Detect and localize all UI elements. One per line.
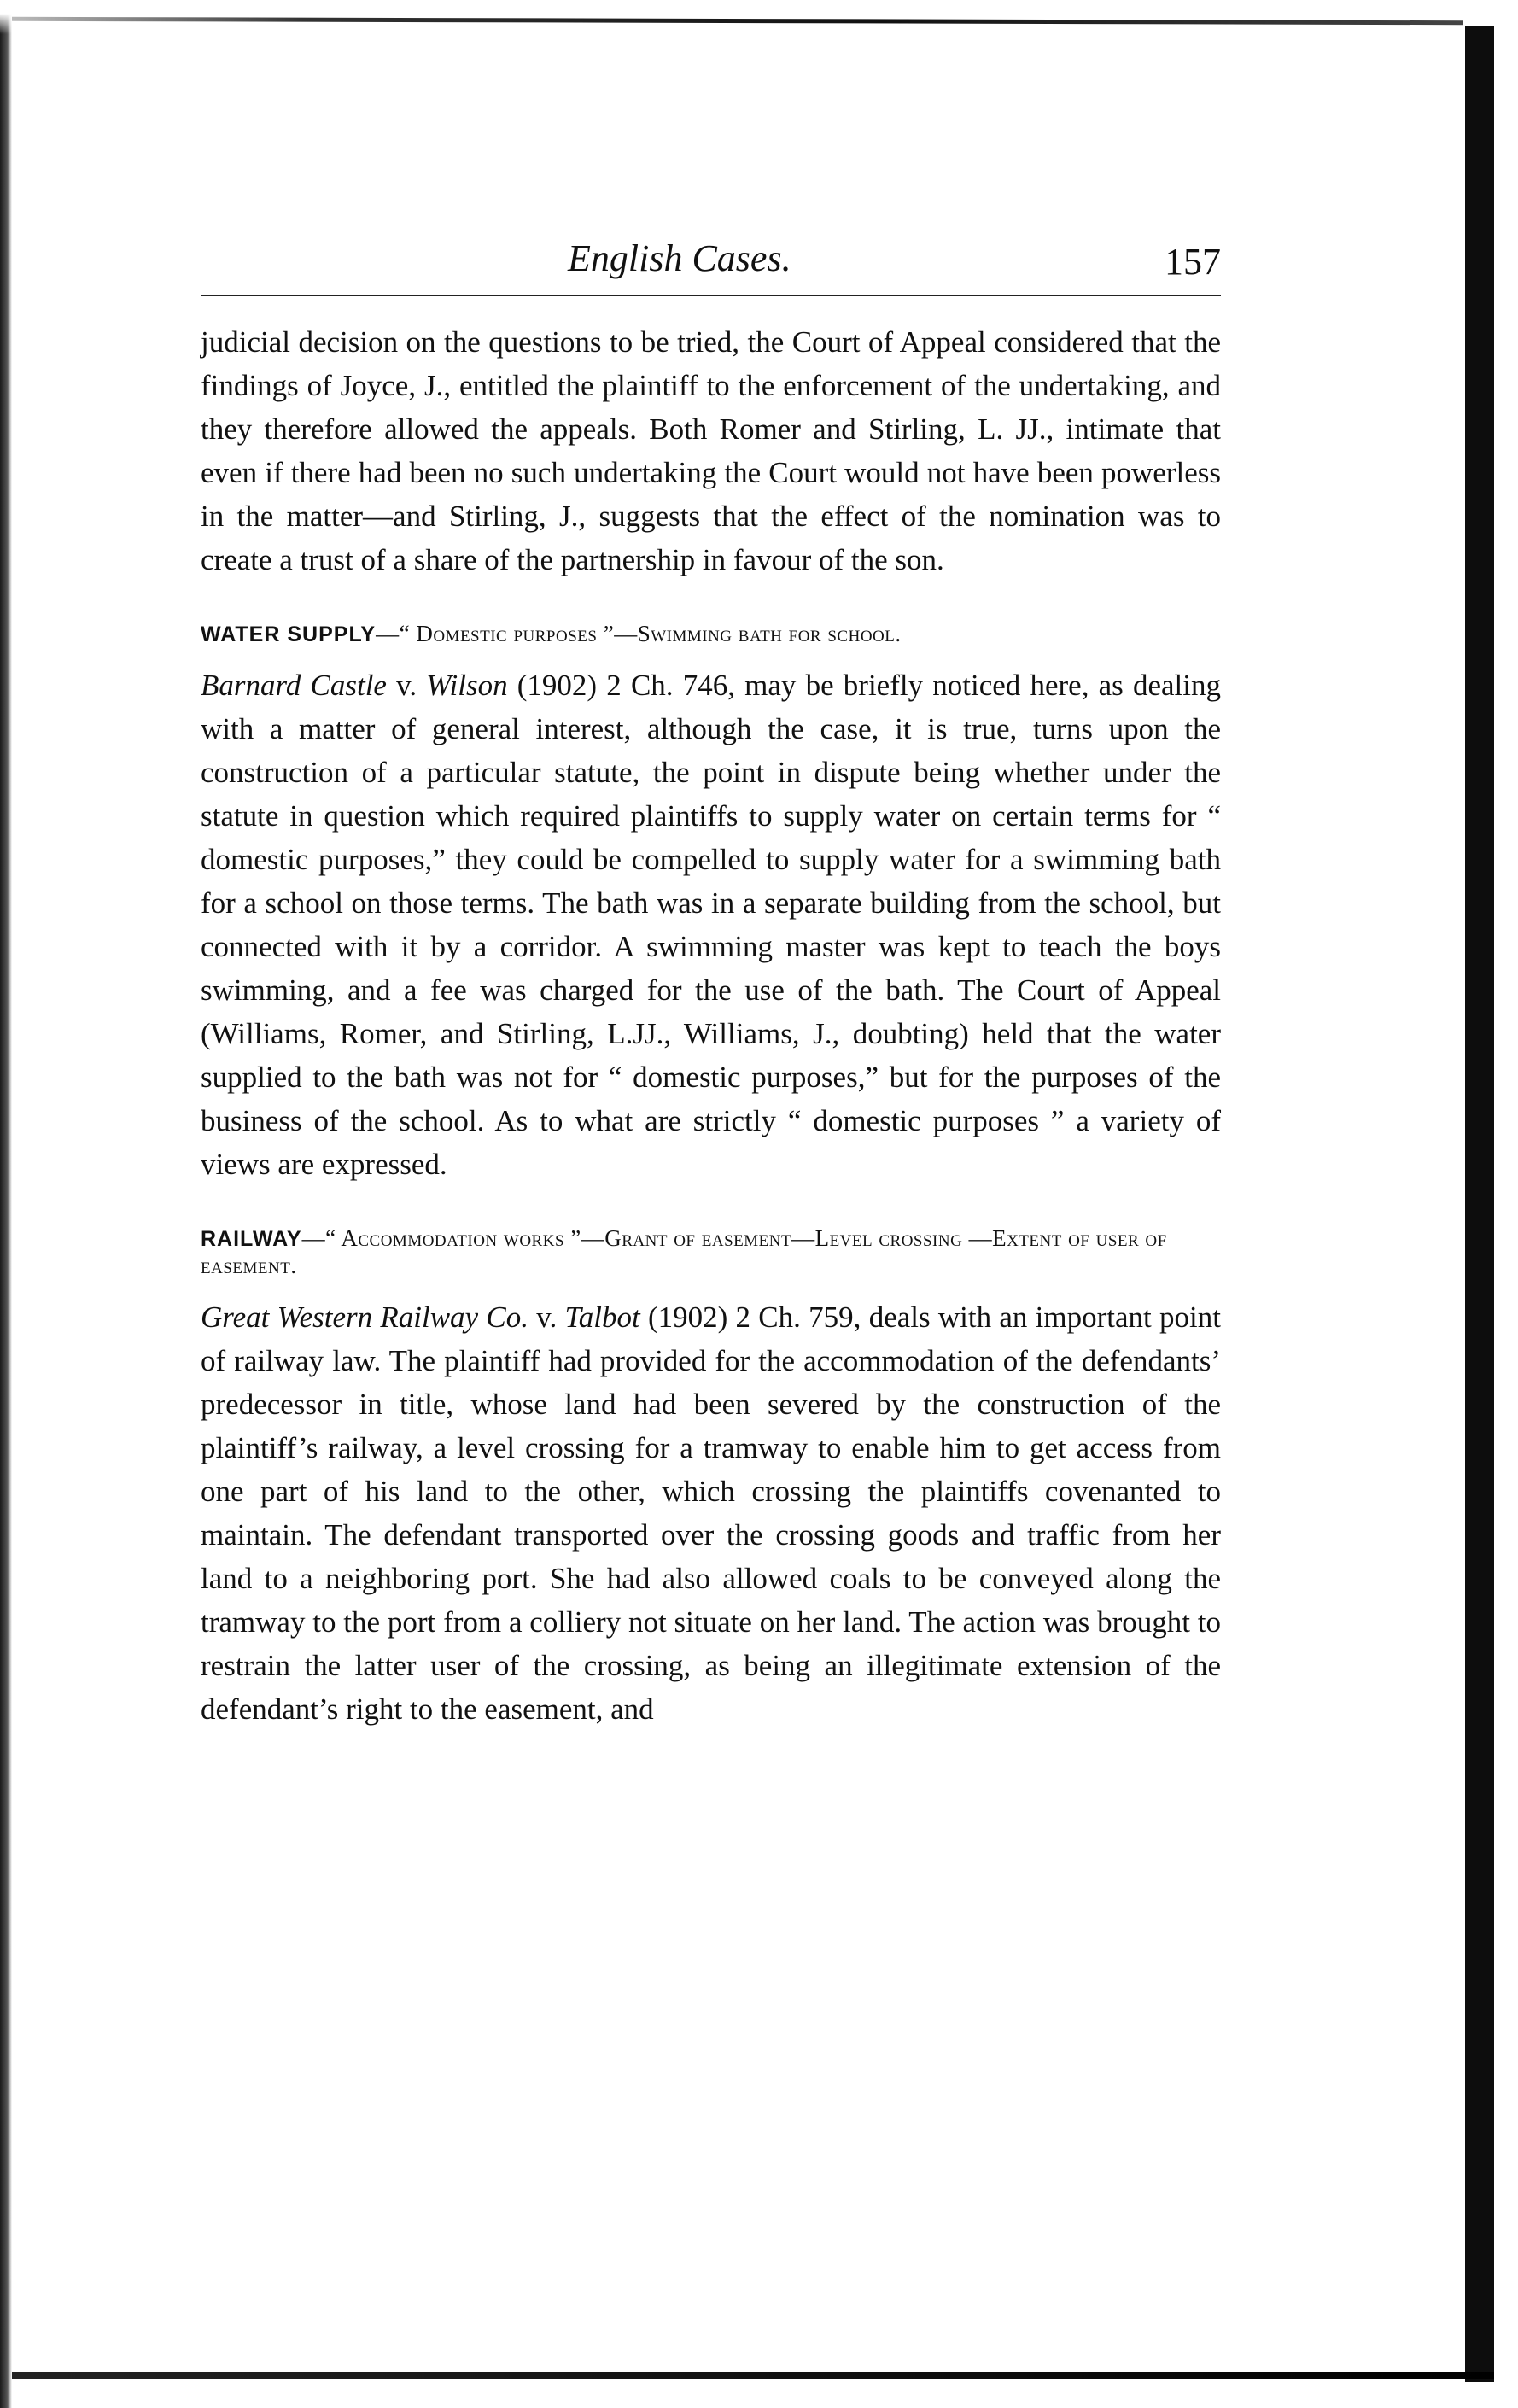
case-name-defendant: Wilson: [426, 669, 508, 702]
book-page: [201, 218, 1221, 1731]
page-header: [201, 218, 1221, 296]
section-heading-subtitle: —“ Accommodation works ”—Grant of easement—Level crossing —Extent of user of easement.: [201, 1225, 1167, 1278]
scan-edge-right: [1465, 26, 1494, 2382]
section-heading-railway: [201, 1225, 1221, 1280]
running-title: English Cases.: [568, 237, 791, 279]
case-body: (1902) 2 Ch. 759, deals with an important point of railway law. The plaintiff had provided for the accommodation of the defendants’ predecessor in title, whose land had been severed by the construction of the plaintiff’s railway, a level crossing for a tramway to enable him to get access from one part of his land to the other, which crossing the plaintiffs covenanted to maintain. The defendant transported over the crossing goods and traffic from her land to a neighboring port. She had also allowed coals to be conveyed along the tramway to the port from a colliery not situate on her land. The action was brought to restrain the latter user of the crossing, as being an illegitimate extension of the defendant’s right to the easement, and: [201, 1300, 1221, 1726]
section-heading-key: RAILWAY: [201, 1227, 302, 1251]
section-heading-water-supply: [201, 621, 1221, 648]
case-name-defendant: Talbot: [564, 1300, 640, 1334]
case-body: (1902) 2 Ch. 746, may be briefly noticed here, as dealing with a matter of general interest, although the case, it is true, turns upon the construction of a particular statute, the point in dispute being whether under the statute in question which required plaintiffs to supply water on certain terms for “ domestic purposes,” they could be compelled to supply water for a swimming bath for a school on those terms. The bath was in a separate building from the school, but connected with it by a corridor. A swimming master was kept to teach the boys swimming, and a fee was charged for the use of the bath. The Court of Appeal (Williams, Romer, and Stirling, L.JJ., Williams, J., doubting) held that the water supplied to the bath was not for “ domestic purposes,” but for the purposes of the business of the school. As to what are strictly “ domestic purposes ” a variety of views are expressed.: [201, 669, 1221, 1181]
paragraph-water-supply: [201, 663, 1221, 1186]
case-versus: v.: [528, 1300, 565, 1334]
scan-edge-bottom: [12, 2372, 1494, 2379]
paragraph-continuation: judicial decision on the questions to be tried, the Court of Appeal considered that the findings of Joyce, J., entitled the plaintiff to the enforcement of the undertaking, and they therefore allowed the appeals. Both Romer and Stirling, L. JJ., intimate that even if there had been no such undertaking the Court would not have been powerless in the matter—and Stirling, J., suggests that the effect of the nomination was to create a trust of a share of the partnership in favour of the son.: [201, 325, 1221, 576]
section-heading-subtitle: —“ Domestic purposes ”—Swimming bath for school.: [376, 621, 902, 646]
case-name-plaintiff: Great Western Railway Co.: [201, 1300, 528, 1334]
scan-edge-left: [0, 0, 12, 2408]
section-heading-key: WATER SUPPLY: [201, 622, 377, 646]
page-number: 157: [1165, 241, 1221, 283]
case-name-plaintiff: Barnard Castle: [201, 669, 387, 702]
paragraph-railway: [201, 1295, 1221, 1731]
case-versus: v.: [386, 669, 427, 702]
